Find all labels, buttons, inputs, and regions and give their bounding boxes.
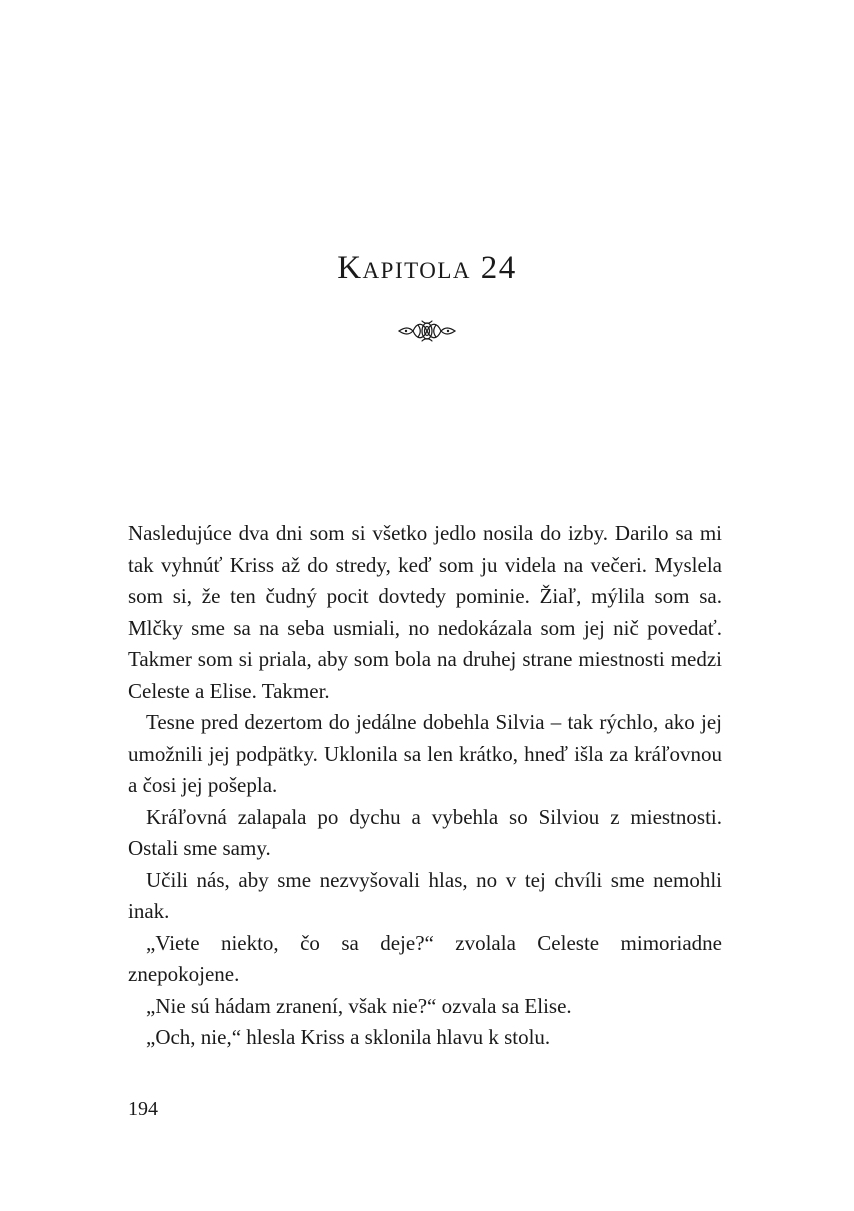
page-number: 194 bbox=[128, 1098, 158, 1120]
paragraph: „Och, nie,“ hlesla Kriss a sklonila hlavu k stolu. bbox=[146, 1025, 551, 1049]
chapter-title: Kapitola 24 bbox=[337, 250, 517, 286]
paragraph: Učili nás, aby sme nezvyšovali hlas, no v tej chvíli sme nemohli inak. bbox=[128, 867, 722, 923]
paragraph: Kráľovná zalapala po dychu a vybehla so Silviou z miestnosti. Ostali sme samy. bbox=[128, 804, 722, 860]
paragraph: Tesne pred dezertom do jedálne dobehla Silvia – tak rýchlo, ako jej umožnili jej podpätky. Uklonila sa len krátko, hneď išla za kráľovnou a čosi jej pošepla. bbox=[128, 710, 722, 797]
flourish-ornament-icon bbox=[397, 318, 457, 344]
chapter-body bbox=[128, 518, 722, 1054]
paragraph: „Nie sú hádam zranení, však nie?“ ozvala sa Elise. bbox=[146, 993, 572, 1018]
paragraph: Nasledujúce dva dni som si všetko jedlo nosila do izby. Darilo sa mi tak vyhnúť Kriss až do stredy, keď som ju videla na večeri. Myslela som si, že ten čudný pocit dovtedy pominie. Žiaľ, mýlila som sa. Mlčky sme sa na seba usmiali, no nedokázala som jej nič povedať. Takmer som si priala, aby som bola na druhej strane miestnosti medzi Celeste a Elise. Takmer. bbox=[128, 521, 722, 703]
paragraph: „Viete niekto, čo sa deje?“ zvolala Celeste mimoriadne znepokojene. bbox=[128, 930, 722, 986]
